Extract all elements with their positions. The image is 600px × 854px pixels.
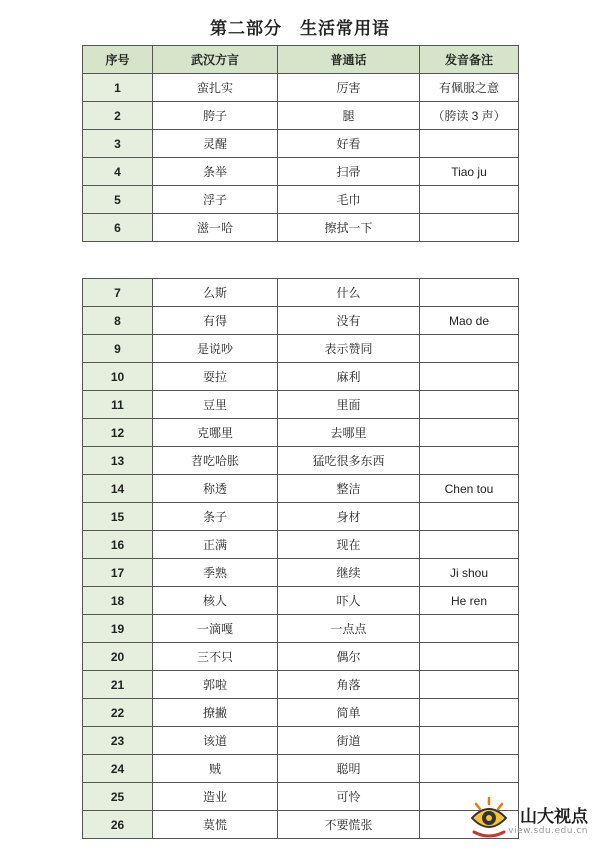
mandarin-cell: 不要慌张 — [278, 811, 420, 839]
row-number: 23 — [83, 727, 153, 755]
table-row — [83, 102, 519, 130]
watermark — [468, 786, 592, 848]
table-row — [83, 279, 519, 307]
row-number: 13 — [83, 447, 153, 475]
row-number: 26 — [83, 811, 153, 839]
dialect-cell: 正满 — [153, 531, 278, 559]
table-row — [83, 783, 519, 811]
row-number: 21 — [83, 671, 153, 699]
mandarin-cell: 简单 — [278, 699, 420, 727]
dialect-cell: 该道 — [153, 727, 278, 755]
dialect-cell: 滋一哈 — [153, 214, 278, 242]
note-cell — [420, 615, 519, 643]
row-number: 12 — [83, 419, 153, 447]
mandarin-cell: 一点点 — [278, 615, 420, 643]
dialect-cell: 条子 — [153, 503, 278, 531]
table-row — [83, 587, 519, 615]
table-row — [83, 699, 519, 727]
table-row — [83, 447, 519, 475]
table-row — [83, 363, 519, 391]
mandarin-cell: 去哪里 — [278, 419, 420, 447]
note-cell: Tiao ju — [420, 158, 519, 186]
note-cell — [420, 643, 519, 671]
mandarin-cell: 猛吃很多东西 — [278, 447, 420, 475]
note-cell — [420, 671, 519, 699]
vocab-table-1 — [82, 45, 519, 242]
table-row — [83, 74, 519, 102]
row-number: 11 — [83, 391, 153, 419]
table-row — [83, 615, 519, 643]
dialect-cell: 称透 — [153, 475, 278, 503]
mandarin-cell: 继续 — [278, 559, 420, 587]
row-number: 4 — [83, 158, 153, 186]
watermark-name: 山大视点 — [520, 807, 588, 827]
dialect-cell: 有得 — [153, 307, 278, 335]
mandarin-cell: 腿 — [278, 102, 420, 130]
dialect-cell: 郭啦 — [153, 671, 278, 699]
table-row — [83, 531, 519, 559]
mandarin-cell: 里面 — [278, 391, 420, 419]
dialect-cell: 季熟 — [153, 559, 278, 587]
header-number: 序号 — [83, 46, 153, 74]
dialect-cell: 蛮扎实 — [153, 74, 278, 102]
mandarin-cell: 麻利 — [278, 363, 420, 391]
table-row — [83, 391, 519, 419]
row-number: 25 — [83, 783, 153, 811]
table-row — [83, 671, 519, 699]
dialect-cell: 胯子 — [153, 102, 278, 130]
note-cell — [420, 727, 519, 755]
row-number: 24 — [83, 755, 153, 783]
dialect-cell: 条举 — [153, 158, 278, 186]
header-mandarin: 普通话 — [278, 46, 420, 74]
table-header-row — [83, 46, 519, 74]
dialect-cell: 苕吃哈胀 — [153, 447, 278, 475]
row-number: 22 — [83, 699, 153, 727]
table-row — [83, 307, 519, 335]
dialect-cell: 克哪里 — [153, 419, 278, 447]
header-dialect: 武汉方言 — [153, 46, 278, 74]
note-cell: Mao de — [420, 307, 519, 335]
table-row — [83, 559, 519, 587]
note-cell — [420, 531, 519, 559]
row-number: 7 — [83, 279, 153, 307]
note-cell — [420, 699, 519, 727]
dialect-cell: 豆里 — [153, 391, 278, 419]
row-number: 19 — [83, 615, 153, 643]
table-row — [83, 158, 519, 186]
note-cell: （胯读 3 声） — [420, 102, 519, 130]
mandarin-cell: 没有 — [278, 307, 420, 335]
header-note: 发音备注 — [420, 46, 519, 74]
note-cell — [420, 447, 519, 475]
note-cell: Chen tou — [420, 475, 519, 503]
dialect-cell: 贼 — [153, 755, 278, 783]
row-number: 2 — [83, 102, 153, 130]
note-cell — [420, 363, 519, 391]
note-cell — [420, 419, 519, 447]
mandarin-cell: 可怜 — [278, 783, 420, 811]
mandarin-cell: 扫帚 — [278, 158, 420, 186]
table-row — [83, 419, 519, 447]
dialect-cell: 耍拉 — [153, 363, 278, 391]
eye-logo-icon — [468, 792, 510, 840]
note-cell — [420, 279, 519, 307]
note-cell — [420, 503, 519, 531]
row-number: 18 — [83, 587, 153, 615]
table-row — [83, 130, 519, 158]
dialect-cell: 造业 — [153, 783, 278, 811]
mandarin-cell: 什么 — [278, 279, 420, 307]
mandarin-cell: 表示赞同 — [278, 335, 420, 363]
note-cell — [420, 755, 519, 783]
watermark-url: view.sdu.edu.cn — [508, 826, 588, 836]
dialect-cell: 核人 — [153, 587, 278, 615]
dialect-cell: 三不只 — [153, 643, 278, 671]
dialect-cell: 灵醒 — [153, 130, 278, 158]
note-cell — [420, 186, 519, 214]
dialect-cell: 浮子 — [153, 186, 278, 214]
table-row — [83, 503, 519, 531]
mandarin-cell: 擦拭一下 — [278, 214, 420, 242]
mandarin-cell: 身材 — [278, 503, 420, 531]
note-cell — [420, 335, 519, 363]
row-number: 17 — [83, 559, 153, 587]
page-title: 第二部分 生活常用语 — [210, 19, 390, 39]
row-number: 9 — [83, 335, 153, 363]
table-row — [83, 214, 519, 242]
mandarin-cell: 厉害 — [278, 74, 420, 102]
note-cell — [420, 391, 519, 419]
note-cell — [420, 130, 519, 158]
mandarin-cell: 偶尔 — [278, 643, 420, 671]
table-row — [83, 475, 519, 503]
mandarin-cell: 吓人 — [278, 587, 420, 615]
note-cell: Ji shou — [420, 559, 519, 587]
table-row — [83, 727, 519, 755]
row-number: 10 — [83, 363, 153, 391]
table-row — [83, 755, 519, 783]
mandarin-cell: 整洁 — [278, 475, 420, 503]
mandarin-cell: 聪明 — [278, 755, 420, 783]
mandarin-cell: 现在 — [278, 531, 420, 559]
dialect-cell: 一滴嘎 — [153, 615, 278, 643]
dialect-cell: 莫慌 — [153, 811, 278, 839]
row-number: 16 — [83, 531, 153, 559]
vocab-table-2 — [82, 278, 519, 839]
note-cell: 有佩服之意 — [420, 74, 519, 102]
mandarin-cell: 街道 — [278, 727, 420, 755]
dialect-cell: 撩撇 — [153, 699, 278, 727]
table-row — [83, 811, 519, 839]
table-row — [83, 186, 519, 214]
table-row — [83, 335, 519, 363]
note-cell: He ren — [420, 587, 519, 615]
dialect-cell: 是说吵 — [153, 335, 278, 363]
row-number: 1 — [83, 74, 153, 102]
table-row — [83, 643, 519, 671]
row-number: 6 — [83, 214, 153, 242]
row-number: 8 — [83, 307, 153, 335]
mandarin-cell: 好看 — [278, 130, 420, 158]
row-number: 15 — [83, 503, 153, 531]
row-number: 20 — [83, 643, 153, 671]
mandarin-cell: 角落 — [278, 671, 420, 699]
dialect-cell: 么斯 — [153, 279, 278, 307]
row-number: 3 — [83, 130, 153, 158]
row-number: 5 — [83, 186, 153, 214]
mandarin-cell: 毛巾 — [278, 186, 420, 214]
row-number: 14 — [83, 475, 153, 503]
note-cell — [420, 214, 519, 242]
